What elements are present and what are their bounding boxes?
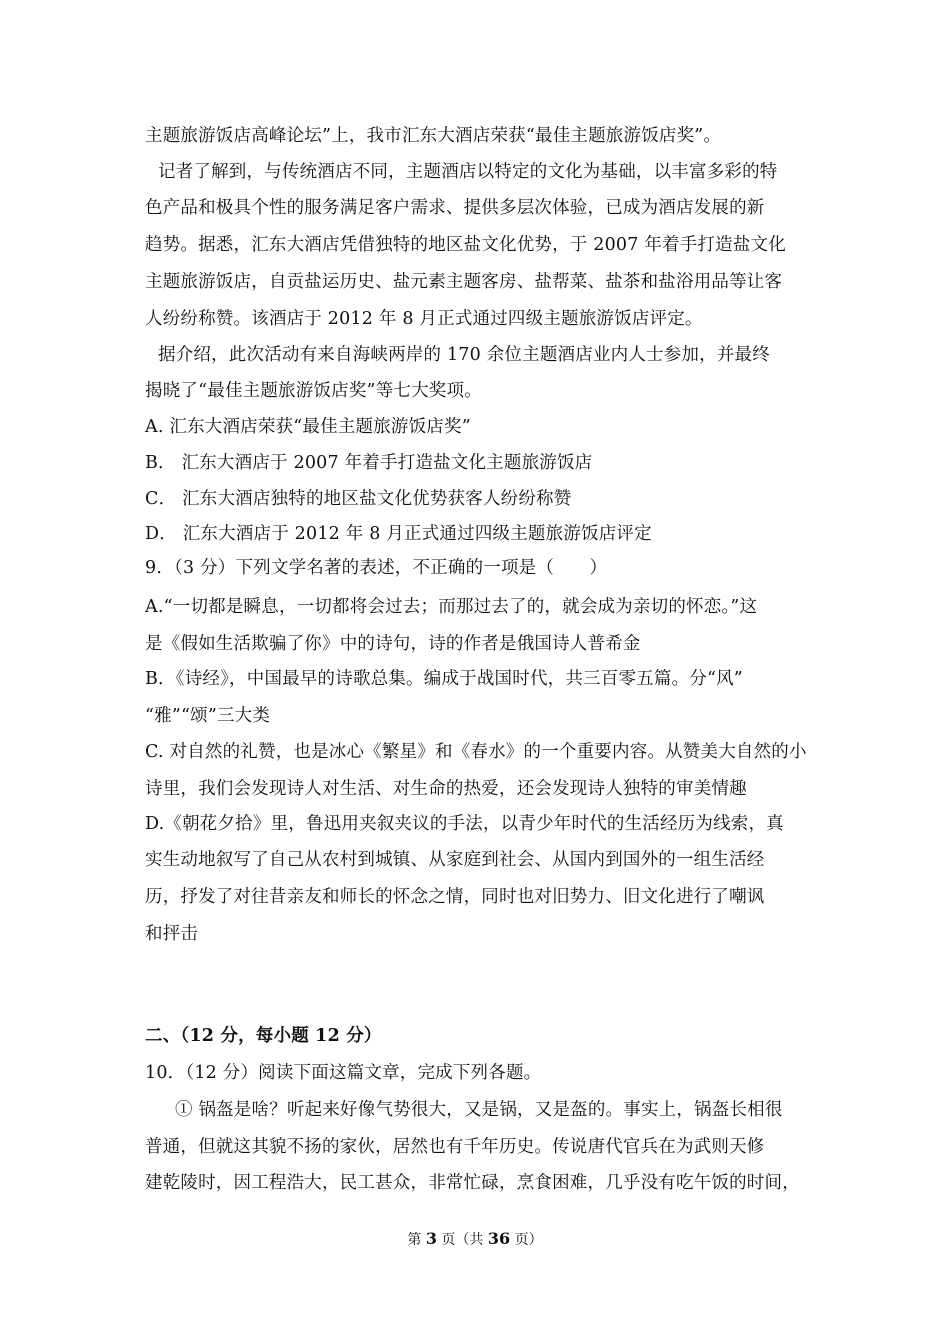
q9-option-d-cont: 历，抒发了对往昔亲友和师长的怀念之情，同时也对旧势力、旧文化进行了嘲讽 xyxy=(145,887,765,907)
q8-option-a: A. 汇东大酒店荣获“最佳主题旅游饭店奖” xyxy=(145,417,471,437)
passage-line: 揭晓了“最佳主题旅游饭店奖”等七大奖项。 xyxy=(145,381,482,401)
q9-option-b-cont: “雅”“颂”三大类 xyxy=(145,706,271,726)
q9-option-b: B．《诗经》，中国最早的诗歌总集。编成于战国时代，共三百零五篇。分“风” xyxy=(145,669,743,689)
passage-line: 人纷纷称赞。该酒店于 2012 年 8 月正式通过四级主题旅游饭店评定。 xyxy=(145,309,703,329)
total-pages: 36 xyxy=(487,1229,511,1248)
q9-option-c: C. 对自然的礼赞，也是冰心《繁星》和《春水》的一个重要内容。从赞美大自然的小 xyxy=(145,742,807,762)
page-number: 3 xyxy=(425,1229,437,1248)
article-line: 建乾陵时，因工程浩大，民工甚众，非常忙碌，烹食困难，几乎没有吃午饭的时间， xyxy=(145,1173,800,1193)
q9-option-d-cont: 实生动地叙写了自己从农村到城镇、从家庭到社会、从国内到国外的一组生活经 xyxy=(145,850,765,870)
passage-line: 主题旅游饭店，自贡盐运历史、盐元素主题客房、盐帮菜、盐茶和盐浴用品等让客 xyxy=(145,272,783,292)
q9-option-a: A.“一切都是瞬息，一切都将会过去；而那过去了的，就会成为亲切的怀恋。”这 xyxy=(145,597,758,617)
footer-suffix: 页） xyxy=(510,1232,543,1248)
passage-line: 色产品和极具个性的服务满足客户需求、提供多层次体验，已成为酒店发展的新 xyxy=(145,198,765,218)
page-footer xyxy=(0,1229,950,1250)
passage-line: 主题旅游饭店高峰论坛”上，我市汇东大酒店荣获“最佳主题旅游饭店奖”。 xyxy=(145,126,722,146)
q8-option-b: B． 汇东大酒店于 2007 年着手打造盐文化主题旅游饭店 xyxy=(145,453,593,473)
q9-option-d: D.《朝花夕拾》里，鲁迅用夹叙夹议的手法，以青少年时代的生活经历为线索，真 xyxy=(145,814,784,834)
footer-middle: 页（共 xyxy=(436,1232,488,1248)
q8-option-c: C． 汇东大酒店独特的地区盐文化优势获客人纷纷称赞 xyxy=(145,489,572,509)
q10-stem: 10．（12 分）阅读下面这篇文章，完成下列各题。 xyxy=(145,1063,542,1083)
q9-stem: 9．（3 分）下列文学名著的表述，不正确的一项是（ ） xyxy=(145,558,608,578)
passage-line: 据介绍，此次活动有来自海峡两岸的 170 余位主题酒店业内人士参加，并最终 xyxy=(158,345,770,365)
footer-prefix: 第 xyxy=(407,1232,426,1248)
article-line: ① 锅盔是啥？听起来好像气势很大，又是锅，又是盔的。事实上，锅盔长相很 xyxy=(175,1100,783,1120)
passage-line: 趋势。据悉，汇东大酒店凭借独特的地区盐文化优势，于 2007 年着手打造盐文化 xyxy=(145,235,786,255)
passage-line: 记者了解到，与传统酒店不同，主题酒店以特定的文化为基础，以丰富多彩的特 xyxy=(158,162,778,182)
q9-option-a-cont: 是《假如生活欺骗了你》中的诗句，诗的作者是俄国诗人普希金 xyxy=(145,634,641,654)
q8-option-d: D． 汇东大酒店于 2012 年 8 月正式通过四级主题旅游饭店评定 xyxy=(145,524,652,544)
q9-option-c-cont: 诗里，我们会发现诗人对生活、对生命的热爱，还会发现诗人独特的审美情趣 xyxy=(145,779,747,799)
q9-option-d-cont: 和抨击 xyxy=(145,924,199,944)
section-heading: 二、（12 分，每小题 12 分） xyxy=(145,1026,382,1046)
article-line: 普通，但就这其貌不扬的家伙，居然也有千年历史。传说唐代官兵在为武则天修 xyxy=(145,1137,765,1157)
